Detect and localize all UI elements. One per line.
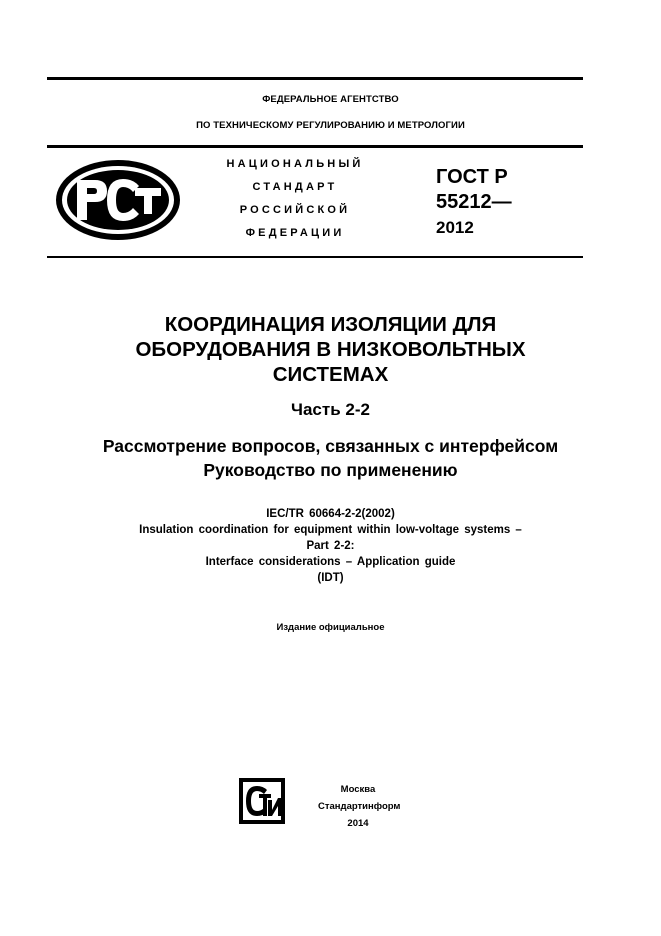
- national-line-4: ФЕДЕРАЦИИ: [245, 227, 345, 239]
- gost-designation-line-2: 55212—: [436, 191, 512, 213]
- agency-line-2: ПО ТЕХНИЧЕСКОМУ РЕГУЛИРОВАНИЮ И МЕТРОЛОГИИ: [196, 120, 465, 131]
- edition-note: Издание официальное: [276, 622, 385, 633]
- national-line-3: РОССИЙСКОЙ: [239, 204, 351, 216]
- english-title-line-2: Part 2-2:: [306, 540, 355, 552]
- gost-designation-year: 2012: [436, 218, 474, 237]
- block-rule: [47, 256, 583, 258]
- subtitle-line-2: Руководство по применению: [203, 460, 458, 480]
- agency-line-1: ФЕДЕРАЛЬНОЕ АГЕНТСТВО: [262, 94, 399, 105]
- title-line-2: ОБОРУДОВАНИЯ В НИЗКОВОЛЬТНЫХ: [135, 338, 526, 361]
- rst-certification-logo-icon: [53, 158, 183, 242]
- publication-year: 2014: [347, 818, 369, 829]
- identity-mark: (IDT): [317, 572, 344, 584]
- english-title-line-3: Interface considerations – Application guide: [205, 556, 456, 568]
- iec-reference: IEC/TR 60664-2-2(2002): [266, 508, 395, 520]
- standartinform-logo-icon: [237, 776, 287, 826]
- english-title-line-1: Insulation coordination for equipment within low-voltage systems –: [139, 524, 522, 536]
- header-rule: [47, 145, 583, 148]
- national-line-2: СТАНДАРТ: [252, 181, 338, 193]
- part-number: Часть 2-2: [291, 400, 370, 419]
- title-line-3: СИСТЕМАХ: [272, 363, 389, 386]
- subtitle-line-1: Рассмотрение вопросов, связанных с интерфейсом: [102, 436, 559, 456]
- gost-designation-line-1: ГОСТ Р: [436, 166, 508, 188]
- national-line-1: НАЦИОНАЛЬНЫЙ: [226, 158, 364, 170]
- publisher-city: Москва: [340, 784, 376, 795]
- top-rule: [47, 77, 583, 80]
- title-line-1: КООРДИНАЦИЯ ИЗОЛЯЦИИ ДЛЯ: [164, 313, 497, 336]
- publisher-name: Стандартинформ: [318, 801, 401, 812]
